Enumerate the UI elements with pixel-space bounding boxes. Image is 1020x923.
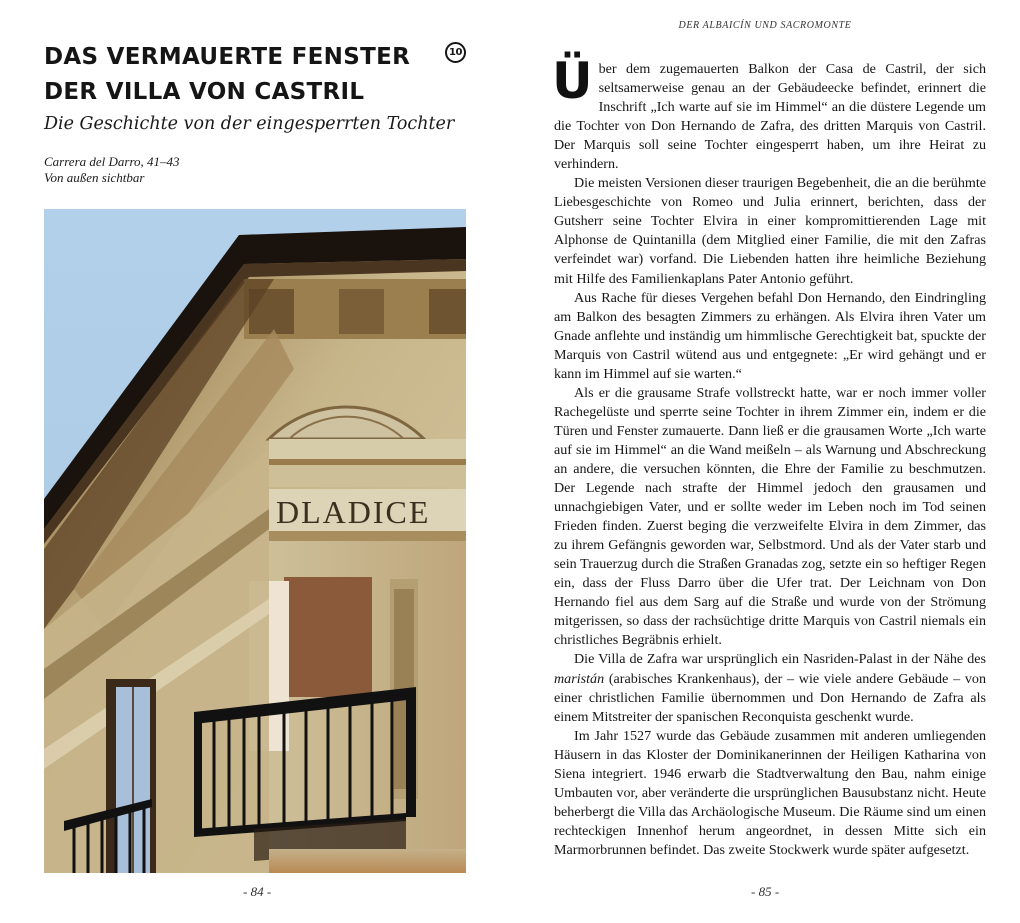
inscription-text: DLADICE [276,494,431,530]
page-number-text: - 85 - [751,884,780,899]
running-head: DER ALBAICÍN UND SACROMONTE [678,20,852,31]
title-line-1: DAS VERMAUERTE FENSTER [44,44,411,70]
address-block [44,154,180,186]
drop-cap: Ü [552,52,593,110]
italic-term: maristán [554,670,605,687]
address-line: Carrera del Darro, 41–43 [44,154,180,169]
chapter-number-badge: 10 [445,42,466,63]
subtitle: Die Geschichte von der eingesperrten Tochter [44,114,455,134]
paragraph [554,650,986,726]
paragraph: Im Jahr 1527 wurde das Gebäude zusammen mit anderen umliegenden Häusern in das Kloster der Dominikanerinnen der Heiligen Katharina von Siena integriert. 1946 erwarb die Stadtverwaltung den Bau, nahm einige Umbauten vor, aber veränderte die ursprünglichen Bausubstanz nicht. Heute beherbergt die Villa das Archäologische Museum. Die Räume sind um einen rechteckigen Innenhof herum angeordnet, in dessen Mitte sich ein Marmorbrunnen befindet. Das zweite Stockwerk wurde später aufgesetzt. [554,727,986,858]
page-title [44,40,444,110]
article-body [552,52,986,860]
paragraph: Als er die grausame Strafe vollstreckt hatte, war er noch immer voller Rachegelüste und sperrte seine Tochter in ihrem Zimmer ein, indem er die Türen und Fenster zumauerte. Dann ließ er die grausamen Worte „Ich warte auf sie im Himmel“ an die Wand meißeln – als Warnung und Abschreckung an andere, die versuchen könnten, die Ehre der Familie zu beschmutzen. Der Legende nach strafte der Himmel jedoch den grausamen und unnachgiebigen Vater, und er sollte weder im Leben noch im Tod seinen Frieden finden. Zuerst beging die verzweifelte Elvira in dem Zimmer, das zu ihrem Gefängnis geworden war, Selbstmord. Und als der Vater starb und sein Trauerzug durch die Straßen Granadas zog, setzte ein so heftiger Regen ein, dass der Fluss Darro über die Ufer trat. Der Leichnam von Don Hernando fiel aus dem Sarg auf die Straße und wurde von der Strömung mitgerissen, so dass der rachsüchtige dritte Marquis von Castril niemals ein christliches Begräbnis erhielt. [554,384,986,649]
paragraph-text: ber dem zugemauerten Balkon der Casa de Castril, der sich seltsamerweise genau an der Gebäudeecke befindet, erinnert die Inschrift „Ich warte auf sie im Himmel“ an die düstere Legende um die Tochter von Don Hernando de Zafra, des dritten Marquis von Castril. Der Marquis soll seine Tochter eingesperrt haben, um ihre Heirat zu verhindern. [554,61,986,173]
right-page [510,0,1020,923]
paragraph: Aus Rache für dieses Vergehen befahl Don Hernando, den Eindringling am Balkon des besagten Zimmers zu erhängen. Als Elvira ihren Vater um Gnade anflehte und inständig um himmlische Gerechtigkeit bat, spuckte der Marquis von Castril wütend aus und entgegnete: „Er wird gehängt und er kann im Himmel auf sie warten.“ [554,289,986,382]
title-line-2: DER VILLA VON CASTRIL [44,79,365,105]
paragraph-text: (arabisches Krankenhaus), der – wie viele andere Gebäude – von einer christlichen Familie übernommen und Don Hernando de Zafra als einem Mitstreiter der spanischen Reconquista geschenkt wurde. [554,670,986,725]
page-number-text: - 84 - [243,884,272,899]
building-photo [44,209,466,873]
paragraph-text: Die Villa de Zafra war ursprünglich ein Nasriden-Palast in der Nähe des [574,651,986,668]
paragraph: Die meisten Versionen dieser traurigen Begebenheit, die an die berühmte Liebesgeschichte von Romeo und Julia erinnert, berichten, dass der Gutsherr seine Tochter Elvira in einer kompromittierenden Lage mit Alphonse de Quintanilla (dem Mitglied einer Familie, die mit den Zafras verfeindet war) vorfand. Die Liebenden hatten ihre heimliche Beziehung mit Hilfe des Familienkaplans Pater Antonio geführt. [554,175,986,287]
paragraph [552,52,986,174]
visibility-note: Von außen sichtbar [44,170,145,185]
facade-illustration [44,209,466,873]
